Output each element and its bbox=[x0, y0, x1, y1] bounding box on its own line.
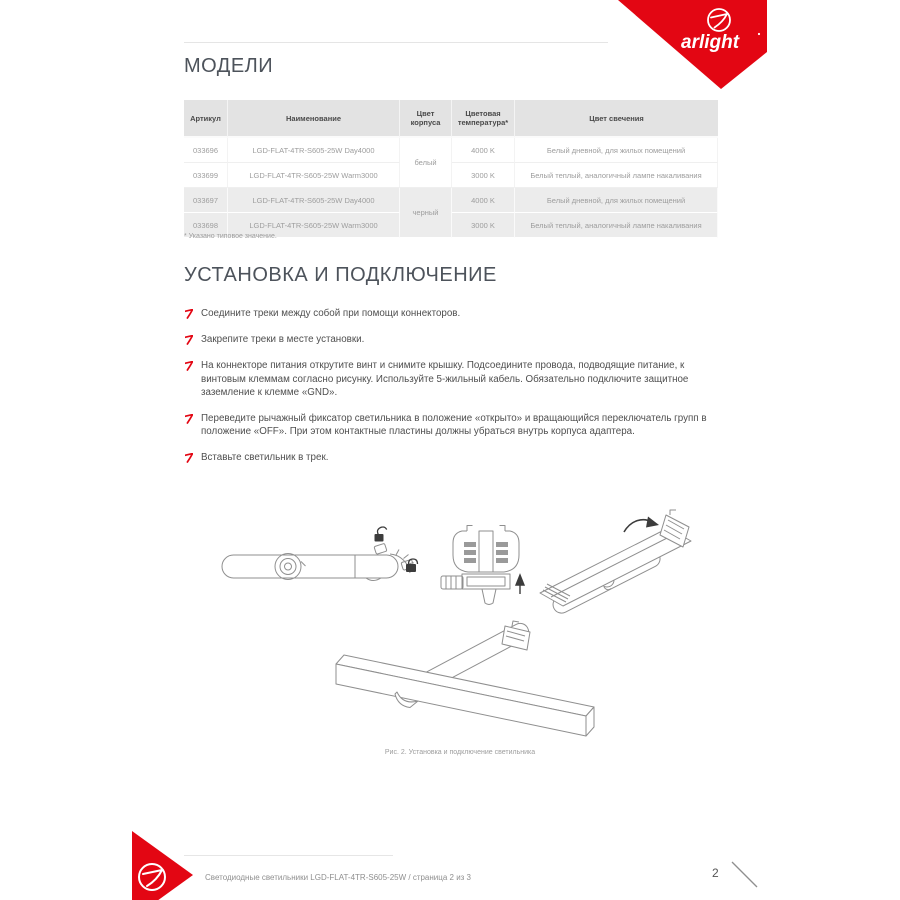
table-header-row bbox=[184, 100, 718, 138]
red-arrow-bullet-icon bbox=[185, 414, 193, 424]
step-text: На коннекторе питания открутите винт и снимите крышку. Подсоедините провода, подводящие питание, к винтовым клеммам согласно рисунку. Используйте 5-жильный кабель. Обязательно подключите защитное заземление к клемме «GND». bbox=[201, 360, 689, 398]
step-text: Закрепите треки в месте установки. bbox=[201, 334, 365, 346]
cell-article: 033698 bbox=[184, 213, 228, 238]
cell-article: 033696 bbox=[184, 138, 228, 163]
luminaire-side-view bbox=[222, 543, 414, 580]
red-arrow-bullet-icon bbox=[185, 335, 193, 345]
cell-glow: Белый дневной, для жилых помещений bbox=[515, 188, 718, 213]
red-arrow-bullet-icon bbox=[185, 453, 193, 463]
cell-temperature: 4000 K bbox=[452, 188, 515, 213]
col-header-article: Артикул bbox=[184, 100, 228, 138]
cell-body-color-white: белый bbox=[400, 138, 452, 188]
step-text: Соедините треки между собой при помощи коннекторов. bbox=[201, 308, 461, 319]
col-header-name: Наименование bbox=[228, 100, 400, 138]
track-perspective-view bbox=[540, 510, 691, 616]
page-number: 2 bbox=[712, 866, 719, 880]
arlight-footer-logo bbox=[125, 822, 197, 900]
cell-glow: Белый теплый, аналогичный лампе накаливания bbox=[515, 213, 718, 238]
cell-article: 033699 bbox=[184, 163, 228, 188]
figure-caption: Рис. 2. Установка и подключение светильника bbox=[384, 749, 536, 756]
footer-doc-title: Светодиодные светильники LGD-FLAT-4TR-S605-25W / страница 2 из 3 bbox=[205, 873, 472, 882]
step-text: Переведите рычажный фиксатор светильника в положение «открыто» и вращающийся переключатель групп в положение «OFF». При этом контактные пластины должны убраться внутрь корпуса адаптера. bbox=[201, 413, 707, 438]
footer-rule bbox=[184, 855, 393, 856]
col-header-temperature: Цветовая температура* bbox=[452, 100, 515, 138]
page-number-slash bbox=[727, 858, 761, 892]
cell-name: LGD-FLAT-4TR-S605-25W Day4000 bbox=[228, 138, 400, 163]
step-text: Вставьте светильник в трек. bbox=[201, 452, 329, 464]
mounted-fixture-view bbox=[336, 620, 594, 736]
logo-wordmark: arlight bbox=[681, 32, 740, 53]
installation-section-title: УСТАНОВКА И ПОДКЛЮЧЕНИЕ bbox=[184, 264, 497, 286]
table-row bbox=[184, 188, 718, 213]
arlight-logo-banner bbox=[600, 0, 780, 95]
list-item bbox=[184, 333, 709, 346]
table-row bbox=[184, 138, 718, 163]
installation-diagram bbox=[200, 498, 720, 748]
models-section-title: МОДЕЛИ bbox=[184, 55, 274, 77]
installation-steps-list bbox=[184, 307, 709, 478]
col-header-body-color: Цвет корпуса bbox=[400, 100, 452, 138]
red-arrow-bullet-icon bbox=[185, 361, 193, 371]
contact-plates bbox=[464, 542, 508, 563]
logo-registered-dot bbox=[758, 33, 760, 35]
cell-article: 033697 bbox=[184, 188, 228, 213]
cell-temperature: 3000 K bbox=[452, 213, 515, 238]
red-arrow-bullet-icon bbox=[185, 309, 193, 319]
track-cross-section bbox=[441, 526, 519, 605]
list-item bbox=[184, 307, 709, 320]
table-footnote: * Указано типовое значение. bbox=[184, 233, 277, 240]
cell-name: LGD-FLAT-4TR-S605-25W Warm3000 bbox=[228, 163, 400, 188]
footer-logo-triangle bbox=[132, 831, 193, 900]
cell-body-color-black: черный bbox=[400, 188, 452, 238]
list-item bbox=[184, 451, 709, 464]
cell-name: LGD-FLAT-4TR-S605-25W Warm3000 bbox=[228, 213, 400, 238]
up-arrow-icon bbox=[516, 575, 524, 594]
models-table bbox=[184, 100, 718, 238]
header-rule bbox=[184, 42, 608, 43]
cell-temperature: 3000 K bbox=[452, 163, 515, 188]
cell-name: LGD-FLAT-4TR-S605-25W Day4000 bbox=[228, 188, 400, 213]
col-header-glow-color: Цвет свечения bbox=[515, 100, 718, 138]
cell-glow: Белый дневной, для жилых помещений bbox=[515, 138, 718, 163]
rotate-arrow-icon bbox=[624, 517, 659, 533]
cell-temperature: 4000 K bbox=[452, 138, 515, 163]
list-item bbox=[184, 412, 709, 438]
open-padlock-icon bbox=[375, 526, 388, 542]
cell-glow: Белый теплый, аналогичный лампе накаливания bbox=[515, 163, 718, 188]
list-item bbox=[184, 359, 709, 399]
